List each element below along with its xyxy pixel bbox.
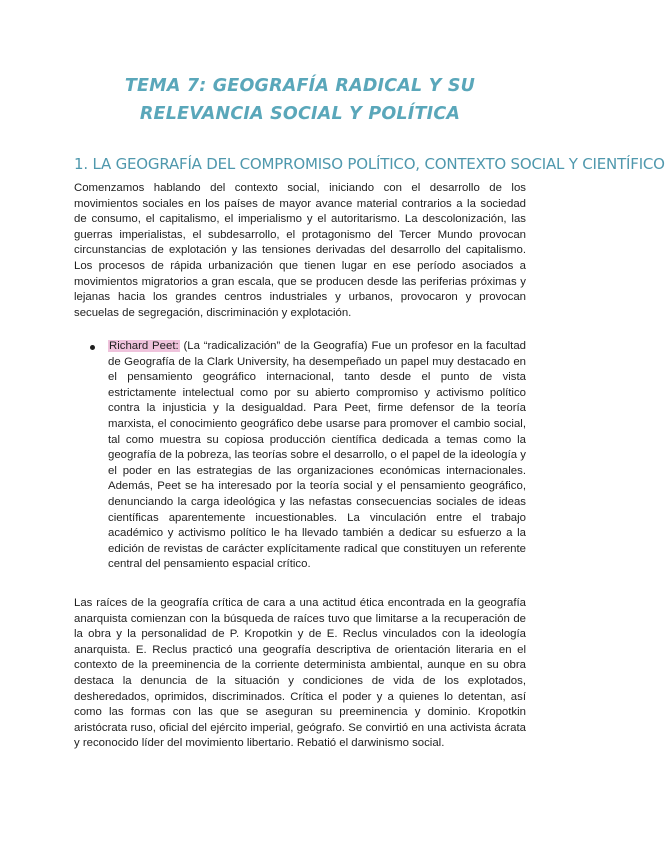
paragraph-context-social: Comenzamos hablando del contexto social, iniciando con el desarrollo de los movimientos sociales en los países de mayor avance material contrarios a la sociedad de consumo, el capitalismo, el imperialismo y el autoritarismo. La descolonización, las guerras imperialistas, el subdesarrollo, el protagonismo del Tercer Mundo provocan circunstancias de explotación y las tensiones derivadas del desarrollo del capitalismo. Los procesos de rápida urbanización que tienen lugar en ese período asociados a movimientos migratorios a gran escala, que se producen desde las periferias próximas y lejanas hacia los grandes centros industriales y urbanos, provocaron y provocan secuelas de segregación, discriminación y explotación. bbox=[74, 182, 526, 319]
page-title: TEMA 7: GEOGRAFÍA RADICAL Y SU RELEVANCIA SOCIAL Y POLÍTICA bbox=[124, 76, 476, 124]
highlighted-name: Richard Peet: bbox=[109, 340, 179, 352]
paragraph-geografia-anarquista: Las raíces de la geografía crítica de cara a una actitud ética encontrada en la geografía anarquista comienzan con la búsqueda de raíces tuvo que limitarse a la recuperación de la obra y la personalidad de P. Kropotkin y de E. Reclus vinculados con la ideología anarquista. E. Reclus practicó una geografía descriptiva de orientación literaria en el contexto de la preeminencia de la corriente determinista ambiental, aunque en su obra destaca la denuncia de la situación y condiciones de vida de los explotados, desheredados, oprimidos, discriminados. Crítica el poder y a quienes lo detentan, así como las formas con las que se aseguran su preeminencia y dominio. Kropotkin aristócrata ruso, oficial del ejército imperial, geógrafo. Se convirtió en una activista ácrata y reconocido líder del movimiento libertario. Rebatió el darwinismo social. bbox=[74, 597, 526, 750]
section-heading: 1. LA GEOGRAFÍA DEL COMPROMISO POLÍTICO, CONTEXTO SOCIAL Y CIENTÍFICO bbox=[74, 155, 665, 173]
bullet-icon bbox=[90, 345, 95, 350]
bullet-body: (La “radicalización” de la Geografía) Fue un profesor en la facultad de Geografía de la Clark University, ha desempeñado un papel muy destacado en el pensamiento geográfico internacional, tanto desde el punto de vista estrictamente intelectual como por su abierto compromiso y activismo político contra la injusticia y la desigualdad. Para Peet, firme defensor de la teoría marxista, el conocimiento geográfico debe usarse para promover el cambio social, tal como muestra su copiosa producción científica dedicada a temas como la geografía de la pobreza, las teorías sobre el desarrollo, o el papel de la ideología y el poder en las estrategias de las organizaciones económicas internacionales. Además, Peet se ha interesado por la teoría social y el pensamiento geográfico, denunciando la carga ideológica y las nefastas consecuencias sociales de ideas científicas aparentemente incuestionables. La vinculación entre el trabajo académico y activismo político le ha llevado también a dedicar su esfuerzo a la edición de revistas de carácter explícitamente radical que constituyen un referente central del pensamiento espacial crítico. bbox=[108, 340, 527, 571]
bullet-text bbox=[108, 339, 526, 573]
